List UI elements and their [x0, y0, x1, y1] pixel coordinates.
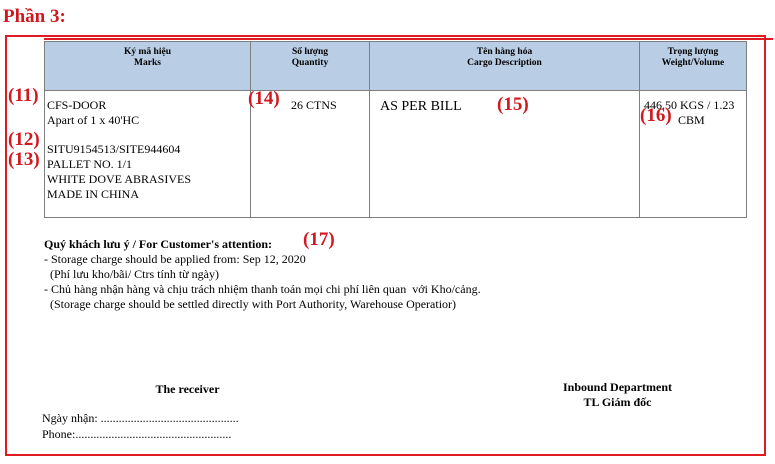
description-value: AS PER BILL	[380, 99, 462, 114]
marker-14: (14)	[248, 88, 280, 109]
marks-cell	[45, 91, 251, 218]
dept-line-2: TL Giám đốc	[583, 395, 652, 409]
quantity-value: 26 CTNS	[291, 98, 337, 112]
weight-line-2: CBM	[678, 113, 705, 127]
header-quantity-vi: Số lượng	[291, 47, 329, 57]
notes-line-1: - Storage charge should be applied from: Sep 12, 2020	[44, 252, 306, 266]
header-description-vi: Tên hàng hóa	[476, 47, 533, 57]
header-description	[370, 42, 640, 91]
dept-line-1: Inbound Department	[562, 380, 673, 394]
header-marks-vi: Ký mã hiệu	[124, 47, 171, 57]
marks-container: SITU9154513/SITE944604	[47, 142, 181, 156]
table-header-row	[45, 42, 747, 91]
section-title: Phần 3:	[3, 6, 66, 27]
marks-brand: WHITE DOVE ABRASIVES	[47, 172, 191, 186]
marks-pallet: PALLET NO. 1/1	[47, 157, 133, 171]
quantity-cell	[251, 91, 370, 218]
marks-line-1: CFS-DOOR	[47, 98, 107, 112]
marker-15: (15)	[497, 94, 529, 115]
phone-field: Phone:....................................................	[42, 427, 232, 441]
receiver-label: The receiver	[155, 382, 220, 396]
marker-12: (12)	[8, 129, 40, 150]
header-marks-en: Marks	[134, 58, 161, 68]
header-weight	[640, 42, 747, 91]
marker-11: (11)	[8, 85, 39, 106]
weight-line-1: 446.50 KGS / 1.23	[644, 98, 735, 112]
notes-line-2: (Phí lưu kho/bãi/ Ctrs tính từ ngày)	[44, 267, 220, 281]
date-received-field: Ngày nhận: ..............................................	[42, 411, 239, 425]
cargo-table	[44, 41, 747, 218]
header-marks	[45, 42, 251, 91]
marker-16: (16)	[640, 105, 672, 126]
header-quantity	[251, 42, 370, 91]
header-weight-en: Weight/Volume	[661, 58, 725, 68]
header-quantity-en: Quantity	[291, 58, 329, 68]
header-weight-vi: Trọng lượng	[667, 47, 719, 57]
notes-line-4: (Storage charge should be settled directly with Port Authority, Warehouse Operatior)	[44, 297, 457, 311]
header-description-en: Cargo Description	[467, 58, 542, 68]
notes-line-3: - Chủ hàng nhận hàng và chịu trách nhiệm thanh toán mọi chi phí liên quan với Kho/cảng.	[44, 282, 481, 296]
marks-origin: MADE IN CHINA	[47, 187, 139, 201]
notes-heading: Quý khách lưu ý / For Customer's attention:	[44, 237, 272, 251]
top-rule	[44, 38, 773, 40]
marker-17: (17)	[303, 229, 335, 250]
marker-13: (13)	[8, 149, 40, 170]
customer-attention-notes	[44, 237, 481, 312]
marks-line-2: Apart of 1 x 40'HC	[47, 113, 140, 127]
inbound-department	[540, 380, 695, 410]
